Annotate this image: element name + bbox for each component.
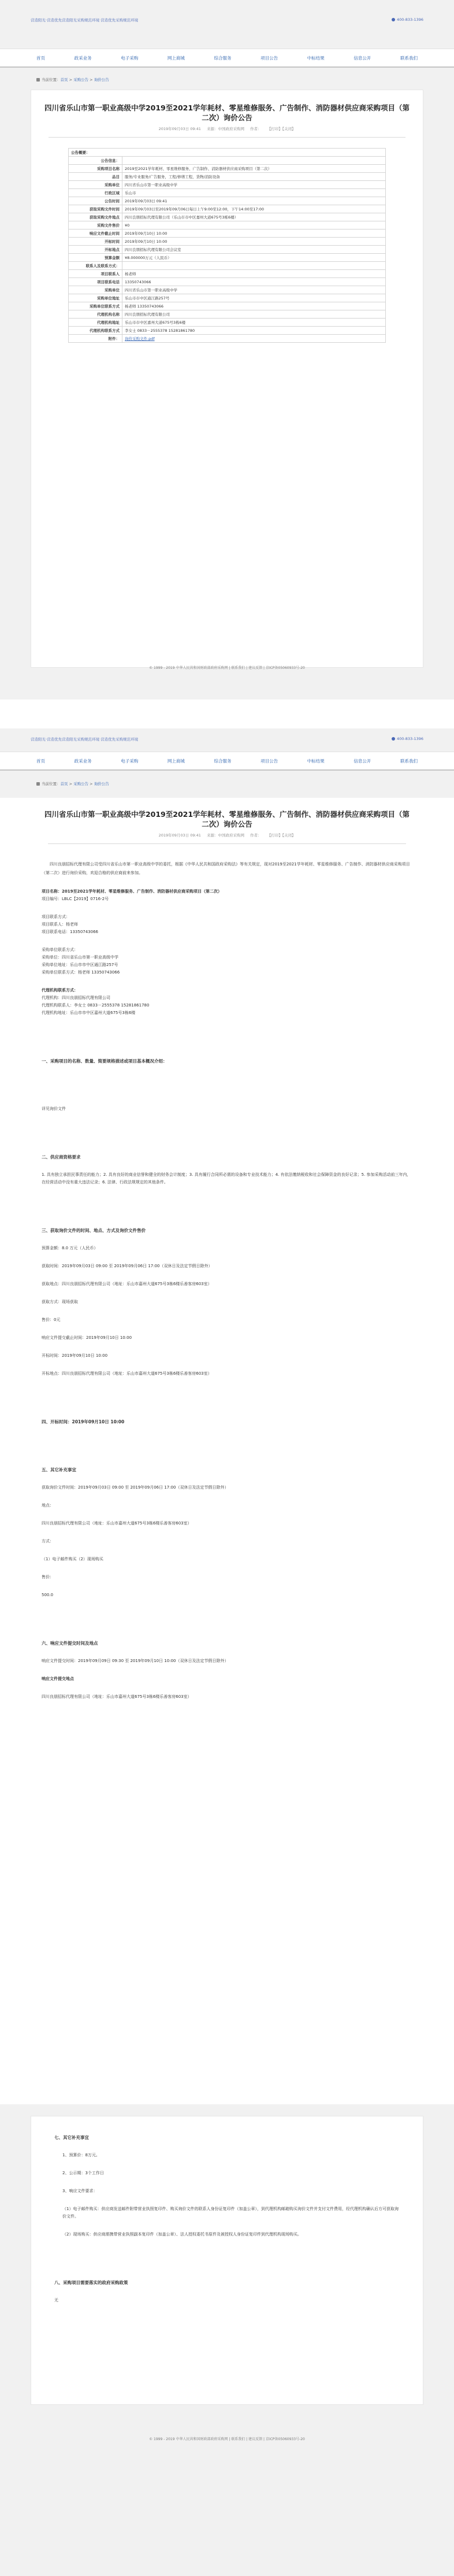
page-title: 四川省乐山市第一职业高级中学2019至2021学年耗材、零星维修服务、广告制作、消防器材供应商采购项目（第二次）询价公告 xyxy=(44,103,410,122)
nav-item-contact[interactable]: 联系我们 xyxy=(400,55,418,61)
site-phone-2 xyxy=(392,736,423,741)
table-row: 采购文件售价 ¥0 xyxy=(69,221,386,230)
nav-item-results[interactable]: 中标结果 xyxy=(307,758,325,764)
site-slogan-2: 营造阳光·营造优先营造阳光采购规范环境 营造优先采购规范环境 xyxy=(31,737,139,742)
location-icon xyxy=(36,78,40,82)
footer-text: © 1999 - 2019 中华人民共和国财政部政府采购网 | 联系我们 | 建议反馈 | 京ICP备05060933号-20 xyxy=(149,666,305,670)
breadcrumb-notices[interactable]: 采购公告 xyxy=(73,782,89,786)
table-row: 项目联系人 杨老师 xyxy=(69,270,386,278)
table-row: 采购单位 四川省乐山市第一职业高级中学 xyxy=(69,286,386,294)
nav-item-e-purchase[interactable]: 电子采购 xyxy=(121,55,139,61)
table-row: 采购项目名称 2019至2021学年耗材、零星维修服务、广告制作、消防器材供应商采购项目（第二次） xyxy=(69,165,386,173)
nav-item-notices[interactable]: 项目公告 xyxy=(261,55,278,61)
section-1-heading: 一、采购项目的名称、数量、简要规格描述或项目基本概况介绍： xyxy=(42,1058,168,1064)
page-title-2: 四川省乐山市第一职业高级中学2019至2021学年耗材、零星维修服务、广告制作、消防器材供应商采购项目（第二次）询价公告 xyxy=(44,810,410,828)
nav-item-services[interactable]: 综合服务 xyxy=(214,55,232,61)
page2-header-band xyxy=(0,728,454,798)
nav-item-home[interactable]: 首页 xyxy=(36,758,45,764)
contact-person: 项目联系人：杨老师 xyxy=(42,922,78,927)
section-5-line-1: 获取询价文件时间：2019年09月03日 09:00 至 2019年09月06日 17:00（双休日及法定节假日除外） xyxy=(42,1485,229,1490)
section-7-line-5: （2）现场购买：供应商需携带营业执照副本复印件（加盖公章）、法人授权委托书原件及被授权人身份证复印件到代理机构现场购买。 xyxy=(62,2232,302,2237)
table-row: 代理机构地址 乐山市市中区嘉州大道675号3栋6楼 xyxy=(69,319,386,327)
nav-item-home[interactable]: 首页 xyxy=(36,55,45,61)
source: 来源：中国政府采购网 xyxy=(207,833,245,838)
section-5-line-3: 四川良朋招标代理有限公司（地址：乐山市嘉州大道675号3栋6楼乐善客房603室） xyxy=(42,1521,192,1526)
footer xyxy=(0,665,454,670)
section-4-heading: 四、开标时间：2019年09月10日 10:00 xyxy=(42,1419,125,1424)
breadcrumb-prefix: 当前位置： xyxy=(42,77,61,82)
section-8-heading: 八、采购项目需要落实的政府采购政策 xyxy=(54,2280,128,2285)
buyer-contact: 采购单位联系方式：杨老师 13350743066 xyxy=(42,970,120,975)
main-nav-2 xyxy=(0,752,454,771)
nav-item-services[interactable]: 综合服务 xyxy=(214,758,232,764)
table-row: 响应文件截止时间 2019年09月10日 10:00 xyxy=(69,230,386,238)
section-5-line-2: 地点： xyxy=(42,1503,54,1508)
article-meta xyxy=(31,126,423,131)
summary-table xyxy=(68,148,386,343)
section-8-body: 无 xyxy=(54,2298,58,2303)
phone-icon xyxy=(392,737,395,741)
breadcrumb-prefix: 当前位置： xyxy=(42,782,61,786)
section-7-line-4: （1）电子邮件购买：供应商发送邮件附带营业执照复印件、购买询价文件的联系人身份证复印件（加盖公章），到代理机构邮箱购买询价文件并支付文件费用，经代理机构确认后方可获取询价文件。 xyxy=(62,2207,399,2219)
breadcrumb-home[interactable]: 首页 xyxy=(60,77,68,82)
section-5-line-4: 方式： xyxy=(42,1539,54,1544)
attachment-link[interactable]: 询价采购文件.pdf xyxy=(125,336,155,341)
nav-item-disclosure[interactable]: 信息公开 xyxy=(353,55,371,61)
table-row: 公告时间 2019年09月03日 09:41 xyxy=(69,197,386,205)
topbar xyxy=(31,0,423,49)
table-row: 行政区域 乐山市 xyxy=(69,189,386,197)
agency-address: 代理机构地址：乐山市市中区嘉州大道675号3栋6楼 xyxy=(42,1011,136,1015)
nav-item-contact[interactable]: 联系我们 xyxy=(400,758,418,764)
publish-time: 2019年09月03日 09:41 xyxy=(158,127,201,131)
section-7-line-2: 2、公示期：3个工作日 xyxy=(62,2171,104,2175)
nav-item-disclosure[interactable]: 信息公开 xyxy=(353,758,371,764)
breadcrumb-2: 当前位置：首页 > 采购公告 > 询价公告 xyxy=(31,771,423,798)
breadcrumb: 当前位置：首页 > 采购公告 > 询价公告 xyxy=(31,68,423,90)
section-6-line-3: 四川良朋招标代理有限公司（地址：乐山市嘉州大道675号3栋6楼乐善客房603室） xyxy=(42,1694,192,1699)
section-7-heading: 七、其它补充事宜 xyxy=(54,2135,89,2140)
source: 来源：中国政府采购网 xyxy=(207,127,245,131)
contact-title: 项目联系方式： xyxy=(42,915,70,919)
buyer-title: 采购单位联系方式： xyxy=(42,948,78,952)
table-row: 附件： 询价采购文件.pdf xyxy=(69,335,386,343)
table-row: 开标地点 四川良朋招标代理有限公司会议室 xyxy=(69,246,386,254)
author: 作者： xyxy=(250,127,262,131)
footer-text: © 1999 - 2019 中华人民共和国财政部政府采购网 | 联系我们 | 建议反馈 | 京ICP备05060933号-20 xyxy=(149,2437,305,2441)
section-5-line-6: 售价： xyxy=(42,1575,54,1579)
breadcrumb-current[interactable]: 询价公告 xyxy=(94,77,109,82)
table-row: 开标时间 2019年09月10日 10:00 xyxy=(69,238,386,246)
budget: 预算金额：8.0 万元（人民币） xyxy=(42,1246,98,1250)
notice-body xyxy=(0,798,454,1701)
section-7-line-3: 3、响应文件要求： xyxy=(62,2189,98,2193)
location-icon xyxy=(36,782,40,786)
section-5-heading: 五、其它补充事宜 xyxy=(42,1467,76,1472)
site-phone xyxy=(392,17,423,22)
agency-contact: 代理机构联系人：李女士 0833－2555378 15281861780 xyxy=(42,1003,150,1008)
nav-item-results[interactable]: 中标结果 xyxy=(307,55,325,61)
open-place: 开标地点：四川良朋招标代理有限公司（地址：乐山市嘉州大道675号3栋6楼乐善客房603室） xyxy=(42,1371,212,1376)
nav-item-procurement[interactable]: 政采业务 xyxy=(74,758,92,764)
table-row: 代理机构名称 四川良朋招标代理有限公司 xyxy=(69,310,386,319)
notice-continuation-card xyxy=(31,2116,423,2405)
buyer-address: 采购单位地址：乐山市市中区通江路257号 xyxy=(42,963,118,967)
obtain-place: 获取地点：四川良朋招标代理有限公司（地址：乐山市嘉州大道675号3栋6楼乐善客房603室） xyxy=(42,1282,212,1286)
submit-deadline: 响应文件提交截止时间：2019年09月10日 10:00 xyxy=(42,1335,132,1340)
obtain-time: 获取时间：2019年09月03日 09:00 至 2019年09月06日 17:00（双休日及法定节假日除外） xyxy=(42,1264,213,1268)
author: 作者： xyxy=(250,833,262,838)
print-close-links[interactable]: 【打印】【关闭】 xyxy=(267,833,296,838)
notice-text xyxy=(0,844,454,1701)
phone-icon xyxy=(392,18,395,21)
site-slogan: 营造阳光·营造优先营造阳光采购规范环境 营造优先采购规范环境 xyxy=(31,18,139,23)
table-row: 品目 服务/专业服务/广告服务，工程/修缮工程，货物/消防设备 xyxy=(69,173,386,181)
topbar-2 xyxy=(31,728,423,752)
page1-background xyxy=(0,0,454,699)
nav-item-procurement[interactable]: 政采业务 xyxy=(74,55,92,61)
contact-phone: 项目联系电话：13350743066 xyxy=(42,930,98,934)
notice-summary-card xyxy=(31,90,423,668)
breadcrumb-notices[interactable]: 采购公告 xyxy=(73,77,89,82)
open-time: 开标时间：2019年09月10日 10:00 xyxy=(42,1353,108,1358)
project-number: 项目编号：LBLC【2019】0716-2号 xyxy=(42,897,109,901)
table-row: 获取采购文件地点 四川良朋招标代理有限公司（乐山市市中区嘉州大道675号3栋6楼） xyxy=(69,213,386,221)
doc-price: 售价：0元 xyxy=(42,1317,61,1322)
main-nav xyxy=(0,49,454,68)
section-5-line-5: （1）电子邮件购买（2）现场购买 xyxy=(42,1557,103,1561)
agency-name: 代理机构：四川良朋招标代理有限公司 xyxy=(42,995,110,1000)
buyer-name: 采购单位：四川省乐山市第一职业高级中学 xyxy=(42,955,118,960)
section-2-body: 1. 具有独立承担民事责任的能力；2. 具有良好的商业信誉和健全的财务会计制度；3. 具有履行合同所必需的设备和专业技术能力；4. 有依法缴纳税收和社会保障资金的良好记录；5. 参加采购活动前三年内，在经营活动中没有重大违法记录；6. 法律、行政法规规定的其他条件。 xyxy=(42,1172,411,1185)
page2-lower-band xyxy=(0,2104,454,2576)
breadcrumb-current[interactable]: 询价公告 xyxy=(94,782,109,786)
phone-number: 400-833-1396 xyxy=(396,17,423,22)
phone-number-2: 400-833-1396 xyxy=(396,736,423,741)
table-head: 公告概要： xyxy=(69,149,386,157)
section-2-heading: 二、供应商资格要求 xyxy=(42,1154,81,1160)
table-row: 项目联系电话 13350743066 xyxy=(69,278,386,286)
table-row: 联系人及联系方式： xyxy=(69,262,386,270)
project-name: 项目名称：2019至2021学年耗材、零星维修服务、广告制作、消防器材供应商采购项目（第二次） xyxy=(42,889,222,894)
nav-item-mall[interactable]: 网上商城 xyxy=(167,55,185,61)
section-1-body: 详见询价文件 xyxy=(42,1106,66,1111)
divider xyxy=(49,137,405,138)
section-5-line-7: 500.0 xyxy=(42,1593,54,1597)
section-3-heading: 三、获取询价文件的时间、地点、方式及询价文件售价 xyxy=(42,1228,146,1233)
section-6-heading: 六、响应文件提交时间及地点 xyxy=(42,1641,98,1646)
print-close-links[interactable]: 【打印】【关闭】 xyxy=(267,127,296,131)
obtain-way: 获取方式：现场获取 xyxy=(42,1300,78,1304)
nav-item-e-purchase[interactable]: 电子采购 xyxy=(121,758,139,764)
section-7-line-1: 1、预算价：8万元。 xyxy=(62,2153,100,2157)
agency-title: 代理机构联系方式： xyxy=(42,988,78,993)
table-row: 获取采购文件时间 2019年09月03日至2019年09月06日每日上午9:00至12:00，下午14:00至17:00 xyxy=(69,205,386,213)
table-row: 预算金额 ¥8.000000万元（人民币） xyxy=(69,254,386,262)
section-6-line-2: 响应文件提交地点 xyxy=(42,1676,74,1681)
publish-time: 2019年09月03日 09:41 xyxy=(158,833,201,838)
article-meta-2 xyxy=(31,832,423,838)
footer-2 xyxy=(0,2436,454,2441)
table-row: 采购单位 四川省乐山市第一职业高级中学 xyxy=(69,181,386,189)
table-row: 公告信息： xyxy=(69,157,386,165)
divider xyxy=(48,843,406,844)
table-row: 代理机构联系方式 李女士 0833－2555378 15281861780 xyxy=(69,327,386,335)
table-row: 采购单位地址 乐山市市中区通江路257号 xyxy=(69,294,386,302)
nav-item-notices[interactable]: 项目公告 xyxy=(261,758,278,764)
intro-paragraph: 四川良朋招标代理有限公司受四川省乐山市第一职业高级中学的委托，根据《中华人民共和国政府采购法》等有关规定，现对2019至2021学年耗材、零星维修服务、广告制作、消防器材供应商采购项目（第二次）进行询价采购，欢迎合格的供应商前来参加。 xyxy=(42,862,410,875)
breadcrumb-home[interactable]: 首页 xyxy=(60,782,68,786)
table-row: 采购单位联系方式 杨老师 13350743066 xyxy=(69,302,386,310)
section-6-line-1: 响应文件提交时间：2019年09月09日 09:30 至 2019年09月10日 10:00（双休日及法定节假日除外） xyxy=(42,1659,229,1663)
nav-item-mall[interactable]: 网上商城 xyxy=(167,758,185,764)
